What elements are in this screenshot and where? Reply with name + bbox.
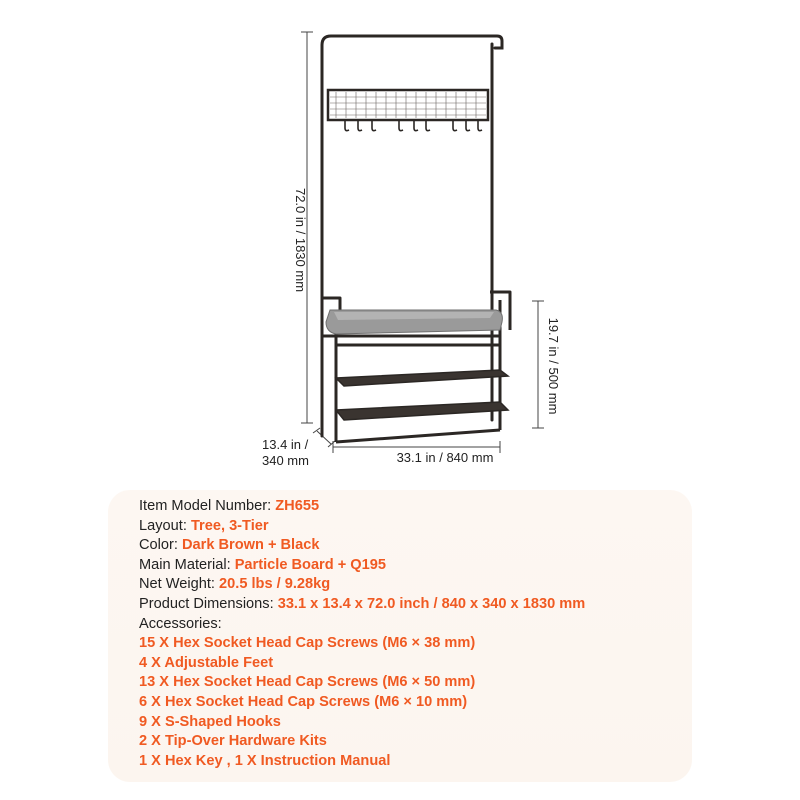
mesh-pattern <box>330 92 486 118</box>
spec-accessories-heading <box>139 615 585 635</box>
spec-model <box>139 497 585 517</box>
shoe-shelves <box>336 370 508 442</box>
accessory-item: 15 X Hex Socket Head Cap Screws (M6 × 38 mm) <box>139 635 476 652</box>
spec-color-value: Dark Brown + Black <box>181 537 320 554</box>
specifications-list <box>139 497 585 771</box>
spec-layout-label: Layout: <box>139 517 191 534</box>
spec-dimensions-value: 33.1 x 13.4 x 72.0 inch / 840 x 340 x 1830 mm <box>277 595 586 612</box>
spec-dimensions-label: Product Dimensions: <box>139 595 278 612</box>
spec-color <box>139 536 585 556</box>
accessory-item: 4 X Adjustable Feet <box>139 654 274 671</box>
depth-label-line1: 13.4 in / <box>262 437 309 452</box>
spec-color-label: Color: <box>139 537 182 554</box>
depth-dimension <box>313 428 335 447</box>
spec-weight-value: 20.5 lbs / 9.28kg <box>219 576 331 593</box>
spec-material-value: Particle Board + Q195 <box>234 556 386 573</box>
accessory-item: 2 X Tip-Over Hardware Kits <box>139 733 327 750</box>
accessory-item: 9 X S-Shaped Hooks <box>139 713 281 730</box>
spec-material <box>139 556 585 576</box>
spec-model-label: Item Model Number: <box>139 498 276 514</box>
spec-model-value: ZH655 <box>275 498 320 514</box>
bench-height-label: 19.7 in / 500 mm <box>546 317 561 415</box>
spec-layout-value: Tree, 3-Tier <box>190 517 269 534</box>
total-height-label: 72.0 in / 1830 mm <box>293 187 308 293</box>
depth-label-line2: 340 mm <box>262 453 309 468</box>
hooks <box>345 120 482 131</box>
bench-height-dimension <box>532 301 544 428</box>
accessory-item: 6 X Hex Socket Head Cap Screws (M6 × 10 mm) <box>139 693 468 710</box>
accessory-item: 13 X Hex Socket Head Cap Screws (M6 × 50 mm) <box>139 674 476 691</box>
spec-dimensions <box>139 595 585 615</box>
spec-weight-label: Net Weight: <box>139 576 220 593</box>
spec-layout <box>139 517 585 537</box>
spec-weight <box>139 575 585 595</box>
spec-material-label: Main Material: <box>139 556 235 573</box>
width-label: 33.1 in / 840 mm <box>396 450 494 465</box>
accessory-item: 1 X Hex Key , 1 X Instruction Manual <box>139 752 391 769</box>
accessories-label: Accessories: <box>139 615 222 632</box>
